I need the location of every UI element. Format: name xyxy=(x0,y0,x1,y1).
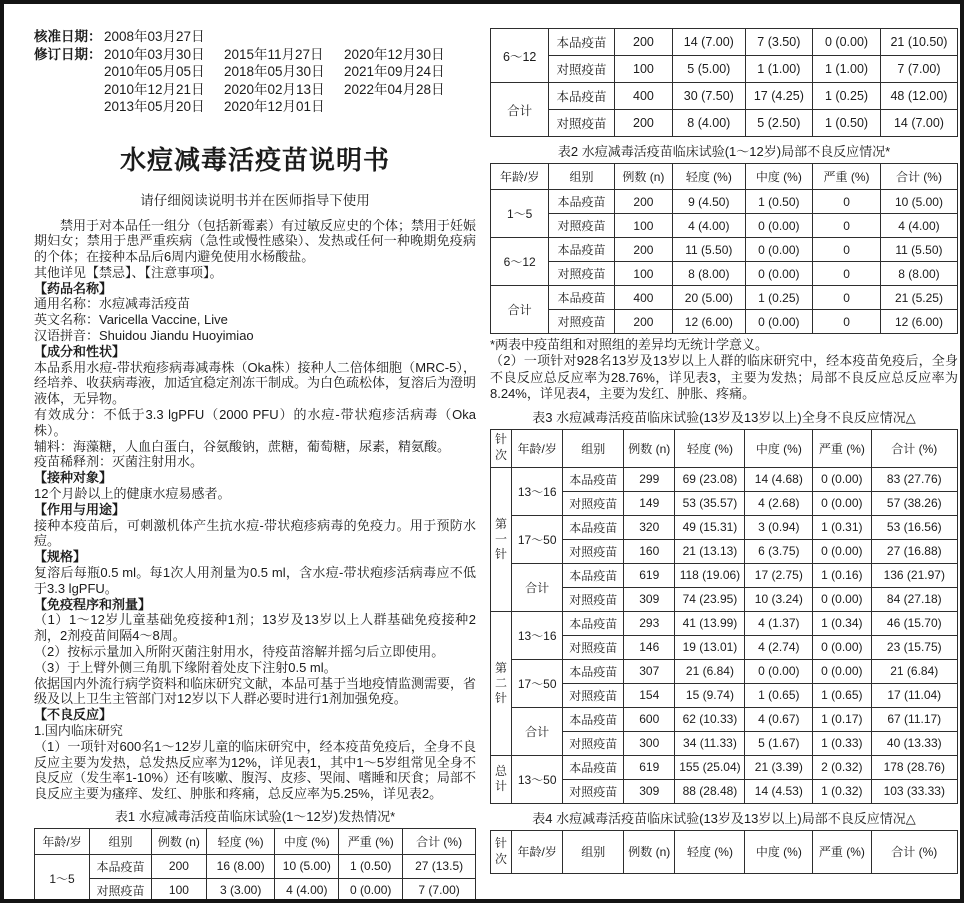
age-group-cell: 合计 xyxy=(491,286,549,334)
table-row xyxy=(491,611,958,635)
table-cell: 本品疫苗 xyxy=(549,29,614,56)
table-cell: 1 (0.32) xyxy=(813,779,871,803)
table-cell: 0 xyxy=(813,190,881,214)
table-cell: 1 (0.33) xyxy=(813,731,871,755)
revision-date-label: 修订日期： xyxy=(34,46,102,62)
column-header: 中度 (%) xyxy=(745,830,813,873)
age-group-cell: 17～50 xyxy=(512,659,563,707)
table-cell: 3 (3.00) xyxy=(206,878,274,902)
column-header: 年龄/岁 xyxy=(512,429,563,467)
table-cell: 10 (5.00) xyxy=(275,854,339,878)
table-cell: 0 (0.00) xyxy=(745,310,813,334)
table-cell: 本品疫苗 xyxy=(549,286,614,310)
table-cell: 16 (8.00) xyxy=(206,854,274,878)
revision-date: 2010年05月05日 xyxy=(104,64,205,79)
table-cell: 46 (15.70) xyxy=(871,611,957,635)
revision-date: 2021年09月24日 xyxy=(344,64,445,79)
table-cell: 对照疫苗 xyxy=(563,779,624,803)
header-row xyxy=(491,830,958,873)
column-header: 组别 xyxy=(563,830,624,873)
text-line: （2）按标示量加入所附灭菌注射用水，待疫苗溶解并摇匀后立即使用。 xyxy=(34,644,445,660)
revision-date: 2020年02月13日 xyxy=(224,81,325,97)
table-cell: 1 (0.31) xyxy=(813,515,871,539)
table2-caption: 表2 水痘减毒活疫苗临床试验(1～12岁)局部不良反应情况* xyxy=(557,144,891,159)
column-header: 轻度 (%) xyxy=(675,830,745,873)
table-cell: 21 (13.13) xyxy=(675,539,745,563)
text-line: 英文名称：Varicella Vaccine, Live xyxy=(34,312,228,328)
table-cell: 本品疫苗 xyxy=(563,611,624,635)
table-cell: 对照疫苗 xyxy=(549,110,614,137)
table-cell: 200 xyxy=(614,238,672,262)
table-cell: 本品疫苗 xyxy=(563,707,624,731)
table-cell: 12 (6.00) xyxy=(673,310,745,334)
table-row xyxy=(491,310,958,334)
text-line: （1）1～12岁儿童基础免疫接种1剂；13岁及13岁以上人群基础免疫接种2剂，2剂疫苗间隔4～8周。 xyxy=(34,612,476,644)
table-cell: 200 xyxy=(614,310,672,334)
table-cell: 0 (0.00) xyxy=(745,238,813,262)
table-cell: 对照疫苗 xyxy=(549,56,614,83)
column-header: 严重 (%) xyxy=(339,828,403,854)
table-cell: 53 (35.57) xyxy=(675,491,745,515)
table-cell: 149 xyxy=(624,491,675,515)
column-header: 年龄/岁 xyxy=(35,828,90,854)
text-line: （3）于上臂外侧三角肌下缘附着处皮下注射0.5 ml。 xyxy=(34,659,337,675)
table-cell: 21 (5.25) xyxy=(880,286,957,310)
table-cell: 160 xyxy=(624,539,675,563)
column-header: 例数 (n) xyxy=(614,164,672,190)
table-cell: 4 (4.00) xyxy=(880,214,957,238)
table-cell: 本品疫苗 xyxy=(549,190,614,214)
dose-number-cell: 第二针 xyxy=(491,611,512,755)
table-cell: 7 (7.00) xyxy=(403,878,476,902)
table-cell: 21 (10.50) xyxy=(880,29,957,56)
table-cell: 对照疫苗 xyxy=(563,491,624,515)
table-row xyxy=(491,659,958,683)
table-cell: 0 xyxy=(813,238,881,262)
table-cell: 17 (11.04) xyxy=(871,683,957,707)
table-cell: 15 (9.74) xyxy=(675,683,745,707)
table-row xyxy=(491,467,958,491)
revision-date: 2010年12月21日 xyxy=(104,81,205,97)
table-cell: 对照疫苗 xyxy=(563,731,624,755)
table-cell: 27 (13.5) xyxy=(403,854,476,878)
table-cell: 对照疫苗 xyxy=(549,214,614,238)
text-line: 复溶后每瓶0.5 ml。每1次人用剂量为0.5 ml，含水痘-带状疱疹活病毒应不低于3.3 lgPFU。 xyxy=(34,565,476,596)
table-2-local xyxy=(490,163,958,334)
table-cell: 对照疫苗 xyxy=(549,262,614,286)
table-cell: 200 xyxy=(614,29,672,56)
page-title: 水痘减毒活疫苗说明书 xyxy=(119,144,390,175)
table-cell: 4 (1.37) xyxy=(745,611,813,635)
table-cell: 对照疫苗 xyxy=(563,539,624,563)
revision-date xyxy=(344,98,466,116)
revision-date: 2010年03月30日 xyxy=(104,46,205,62)
age-group-cell: 合计 xyxy=(512,563,563,611)
column-header: 组别 xyxy=(90,828,152,854)
table-cell: 200 xyxy=(151,854,206,878)
table-cell: 本品疫苗 xyxy=(563,755,624,779)
right-column xyxy=(490,4,958,874)
revision-date: 2015年11月27日 xyxy=(224,46,324,62)
table-cell: 67 (11.17) xyxy=(871,707,957,731)
table-cell: 14 (7.00) xyxy=(880,110,957,137)
table-cell: 6 (3.75) xyxy=(745,539,813,563)
table-cell: 0 xyxy=(813,262,881,286)
approval-date-label: 核准日期： xyxy=(34,29,102,44)
table-cell: 34 (11.33) xyxy=(675,731,745,755)
table-cell: 本品疫苗 xyxy=(549,83,614,110)
table-cell: 1 (0.50) xyxy=(813,110,881,137)
column-header: 轻度 (%) xyxy=(673,164,745,190)
column-header: 组别 xyxy=(549,164,614,190)
table-cell: 155 (25.04) xyxy=(675,755,745,779)
table-cell: 0 xyxy=(813,214,881,238)
section-heading: 【免疫程序和剂量】 xyxy=(34,596,152,612)
table-cell: 154 xyxy=(624,683,675,707)
table-cell: 23 (15.75) xyxy=(871,635,957,659)
table-cell: 本品疫苗 xyxy=(563,659,624,683)
table-row xyxy=(491,755,958,779)
table-1-continued xyxy=(490,28,958,137)
table3-mount xyxy=(490,429,958,804)
dose-number-cell: 第一针 xyxy=(491,467,512,611)
table-row xyxy=(491,214,958,238)
table-cell: 12 (6.00) xyxy=(880,310,957,334)
table-cell: 0 (0.00) xyxy=(745,659,813,683)
table-cell: 293 xyxy=(624,611,675,635)
table-cell: 本品疫苗 xyxy=(549,238,614,262)
age-group-cell: 合计 xyxy=(512,707,563,755)
table-row xyxy=(35,854,476,878)
text-line: 有效成分：不低于3.3 lgPFU（2000 PFU）的水痘-带状疱疹活病毒（Oka株）。 xyxy=(34,407,476,438)
table-cell: 8 (8.00) xyxy=(880,262,957,286)
table-cell: 4 (2.74) xyxy=(745,635,813,659)
table-cell: 69 (23.08) xyxy=(675,467,745,491)
table-cell: 300 xyxy=(624,731,675,755)
text-line: 12个月龄以上的健康水痘易感者。 xyxy=(34,486,231,502)
table-cell: 0 xyxy=(813,286,881,310)
table-cell: 1 (0.25) xyxy=(745,286,813,310)
table-cell: 17 (4.25) xyxy=(745,83,813,110)
table-cell: 200 xyxy=(614,190,672,214)
approval-date-row xyxy=(34,28,476,46)
column-header: 例数 (n) xyxy=(624,830,675,873)
header-row xyxy=(35,828,476,854)
table-cell: 对照疫苗 xyxy=(563,635,624,659)
table-cell: 41 (13.99) xyxy=(675,611,745,635)
column-header: 中度 (%) xyxy=(275,828,339,854)
table-cell: 1 (0.65) xyxy=(745,683,813,707)
table-cell: 100 xyxy=(614,262,672,286)
column-header: 严重 (%) xyxy=(813,164,881,190)
table-row xyxy=(491,563,958,587)
table-cell: 74 (23.95) xyxy=(675,587,745,611)
table-cell: 0 (0.00) xyxy=(745,214,813,238)
table-cell: 1 (0.17) xyxy=(813,707,871,731)
table4-mount xyxy=(490,830,958,874)
table-cell: 4 (4.00) xyxy=(673,214,745,238)
age-group-cell: 1～5 xyxy=(35,854,90,902)
table-cell: 619 xyxy=(624,755,675,779)
table-cell: 21 (3.39) xyxy=(745,755,813,779)
text-line: 疫苗稀释剂：灭菌注射用水。 xyxy=(34,454,204,470)
table-cell: 1 (0.34) xyxy=(813,611,871,635)
table-cell: 57 (38.26) xyxy=(871,491,957,515)
section-heading: 【不良反应】 xyxy=(34,707,113,723)
table-cell: 9 (4.50) xyxy=(673,190,745,214)
table-cell: 400 xyxy=(614,286,672,310)
table-cell: 本品疫苗 xyxy=(563,563,624,587)
table-cell: 27 (16.88) xyxy=(871,539,957,563)
table-row xyxy=(491,190,958,214)
age-group-cell: 13～16 xyxy=(512,467,563,515)
table-cell: 30 (7.50) xyxy=(673,83,745,110)
text-line: 汉语拼音：Shuidou Jiandu Huoyimiao xyxy=(34,328,254,344)
paragraph: 禁用于对本品任一组分（包括新霉素）有过敏反应史的个体；禁用于妊娠期妇女；禁用于患严重疾病（急性或慢性感染）、发热或任何一种晚期免疫病的个体；在接种本品后6周内避免使用水杨酸盐。 xyxy=(34,217,477,265)
table-cell: 21 (6.84) xyxy=(871,659,957,683)
table-cell: 1 (0.50) xyxy=(339,854,403,878)
table-cell: 100 xyxy=(614,214,672,238)
table-cell: 19 (13.01) xyxy=(675,635,745,659)
column-header: 严重 (%) xyxy=(813,830,871,873)
revision-date: 2022年04月28日 xyxy=(344,81,445,97)
table-cell: 8 (4.00) xyxy=(673,110,745,137)
table-1-fever xyxy=(34,828,476,903)
table-cell: 7 (7.00) xyxy=(880,56,957,83)
table-3-systemic-13plus xyxy=(490,429,958,804)
revision-date: 2013年05月20日 xyxy=(104,99,205,114)
header-row xyxy=(491,429,958,467)
table-cell: 299 xyxy=(624,467,675,491)
text-line: 本品系用水痘-带状疱疹病毒减毒株（Oka株）接种人二倍体细胞（MRC-5），经培养、收获病毒液，加适宜稳定剂冻干制成。为白色疏松体，复溶后为澄明液体，无异物。 xyxy=(34,359,477,407)
table-cell: 1 (0.25) xyxy=(813,83,881,110)
table-cell: 49 (15.31) xyxy=(675,515,745,539)
column-header: 例数 (n) xyxy=(624,429,675,467)
table-row xyxy=(491,238,958,262)
table-cell: 1 (0.16) xyxy=(813,563,871,587)
column-header: 合计 (%) xyxy=(403,828,476,854)
column-header: 中度 (%) xyxy=(745,164,813,190)
table-cell: 2 (0.32) xyxy=(813,755,871,779)
table-cell: 103 (33.33) xyxy=(871,779,957,803)
column-header: 轻度 (%) xyxy=(675,429,745,467)
column-header: 针次 xyxy=(491,429,512,467)
age-group-cell: 6～12 xyxy=(491,29,549,83)
table-cell: 20 (5.00) xyxy=(673,286,745,310)
table-cell: 0 (0.00) xyxy=(813,659,871,683)
table-row xyxy=(491,262,958,286)
table-cell: 309 xyxy=(624,587,675,611)
table-row xyxy=(491,286,958,310)
header-row xyxy=(491,164,958,190)
age-group-cell: 17～50 xyxy=(512,515,563,563)
table-row xyxy=(491,56,958,83)
table-4-local-13plus xyxy=(490,830,958,874)
table-cell: 5 (1.67) xyxy=(745,731,813,755)
table-cell: 100 xyxy=(151,878,206,902)
section-heading: 【成分和性状】 xyxy=(34,343,126,359)
table-cell: 4 (4.00) xyxy=(275,878,339,902)
revision-date: 2018年05月30日 xyxy=(224,64,325,79)
table-cell: 21 (6.84) xyxy=(675,659,745,683)
section-heading: 【作用与用途】 xyxy=(34,501,126,517)
table-row xyxy=(491,707,958,731)
table-cell: 3 (0.94) xyxy=(745,515,813,539)
page-subtitle: 请仔细阅读说明书并在医师指导下使用 xyxy=(140,192,370,208)
left-column xyxy=(34,4,476,903)
table-row xyxy=(491,110,958,137)
table-cell: 本品疫苗 xyxy=(90,854,152,878)
table1-continued-mount xyxy=(490,28,958,137)
table-cell: 本品疫苗 xyxy=(563,467,624,491)
table-row xyxy=(35,878,476,902)
column-header: 针次 xyxy=(491,830,512,873)
column-header: 合计 (%) xyxy=(871,429,957,467)
table-cell: 48 (12.00) xyxy=(880,83,957,110)
table4-caption: 表4 水痘减毒活疫苗临床试验(13岁及13岁以上)局部不良反应情况△ xyxy=(532,810,916,826)
table-cell: 10 (5.00) xyxy=(880,190,957,214)
column-header: 年龄/岁 xyxy=(512,830,563,873)
table-cell: 136 (21.97) xyxy=(871,563,957,587)
table-cell: 40 (13.33) xyxy=(871,731,957,755)
table-cell: 88 (28.48) xyxy=(675,779,745,803)
table-cell: 对照疫苗 xyxy=(90,878,152,902)
table-cell: 1 (0.65) xyxy=(813,683,871,707)
table-cell: 178 (28.76) xyxy=(871,755,957,779)
table-row xyxy=(491,515,958,539)
table-cell: 0 (0.00) xyxy=(813,635,871,659)
table-cell: 0 (0.00) xyxy=(339,878,403,902)
revision-dates-grid xyxy=(104,46,466,116)
table3-caption: 表3 水痘减毒活疫苗临床试验(13岁及13岁以上)全身不良反应情况△ xyxy=(532,409,916,425)
text-line: 通用名称：水痘减毒活疫苗 xyxy=(34,296,191,312)
revision-date: 2020年12月30日 xyxy=(344,46,445,62)
dates-block xyxy=(34,28,476,116)
table-cell: 4 (0.67) xyxy=(745,707,813,731)
table-cell: 62 (10.33) xyxy=(675,707,745,731)
table-cell: 0 (0.00) xyxy=(813,539,871,563)
table-row xyxy=(491,83,958,110)
approval-date-value: 2008年03月27日 xyxy=(104,29,205,44)
text-line: 依据国内外流行病学资料和临床研究文献，本品可基于当地疫情监测需要，省级及以上卫生主管部门对12岁以下人群必要时进行1剂加强免疫。 xyxy=(34,675,477,707)
column-header: 组别 xyxy=(563,429,624,467)
paragraph-study-2: （2）一项针对928名13岁及13岁以上人群的临床研究中，经本疫苗免疫后，全身不良反应总反应率为28.76%，详见表3，主要为发热；局部不良反应总反应率为8.24%，详见表4，主要为发红、肿胀、疼痛。 xyxy=(490,353,958,401)
table2-mount xyxy=(490,163,958,334)
column-header: 轻度 (%) xyxy=(206,828,274,854)
text-line: 接种本疫苗后，可刺激机体产生抗水痘-带状疱疹病毒的免疫力。用于预防水痘。 xyxy=(34,517,476,549)
age-group-cell: 6～12 xyxy=(491,238,549,286)
table-cell: 本品疫苗 xyxy=(563,515,624,539)
table-cell: 5 (5.00) xyxy=(673,56,745,83)
text-line: 1.国内临床研究 xyxy=(34,723,123,738)
table-cell: 11 (5.50) xyxy=(673,238,745,262)
table-cell: 0 (0.00) xyxy=(813,29,881,56)
table-cell: 84 (27.18) xyxy=(871,587,957,611)
table-cell: 100 xyxy=(614,56,672,83)
table-cell: 17 (2.75) xyxy=(745,563,813,587)
age-group-cell: 13～50 xyxy=(512,755,563,803)
section-heading: 【接种对象】 xyxy=(34,470,113,486)
table-cell: 146 xyxy=(624,635,675,659)
text-line: 辅料：海藻糖，人血白蛋白，谷氨酸钠，蔗糖，葡萄糖，尿素，精氨酸。 xyxy=(34,438,451,454)
table-cell: 83 (27.76) xyxy=(871,467,957,491)
table-cell: 118 (19.06) xyxy=(675,563,745,587)
table-cell: 0 xyxy=(813,310,881,334)
table-cell: 400 xyxy=(614,83,672,110)
table-cell: 5 (2.50) xyxy=(745,110,813,137)
table-cell: 1 (1.00) xyxy=(813,56,881,83)
dose-number-cell: 总计 xyxy=(491,755,512,803)
revision-date-row xyxy=(34,46,476,116)
table-cell: 0 (0.00) xyxy=(745,262,813,286)
table-cell: 1 (1.00) xyxy=(745,56,813,83)
column-header: 合计 (%) xyxy=(880,164,957,190)
age-group-cell: 1～5 xyxy=(491,190,549,238)
table-cell: 8 (8.00) xyxy=(673,262,745,286)
table1-mount xyxy=(34,828,476,903)
table-cell: 619 xyxy=(624,563,675,587)
revision-date: 2020年12月01日 xyxy=(224,99,325,114)
table-cell: 0 (0.00) xyxy=(813,587,871,611)
table-cell: 1 (0.50) xyxy=(745,190,813,214)
age-group-cell: 13～16 xyxy=(512,611,563,659)
table-cell: 309 xyxy=(624,779,675,803)
table-cell: 200 xyxy=(614,110,672,137)
age-group-cell: 合计 xyxy=(491,83,549,137)
table-row xyxy=(491,29,958,56)
body-text xyxy=(34,218,476,802)
table-cell: 7 (3.50) xyxy=(745,29,813,56)
table-cell: 10 (3.24) xyxy=(745,587,813,611)
column-header: 合计 (%) xyxy=(871,830,957,873)
table1-caption: 表1 水痘减毒活疫苗临床试验(1～12岁)发热情况* xyxy=(114,808,396,824)
table-cell: 对照疫苗 xyxy=(549,310,614,334)
table-cell: 11 (5.50) xyxy=(880,238,957,262)
table-cell: 14 (7.00) xyxy=(673,29,745,56)
table-cell: 对照疫苗 xyxy=(563,587,624,611)
table-cell: 4 (2.68) xyxy=(745,491,813,515)
table-cell: 14 (4.53) xyxy=(745,779,813,803)
column-header: 中度 (%) xyxy=(745,429,813,467)
section-heading: 【规格】 xyxy=(34,549,87,565)
text-line: （1）一项针对600名1～12岁儿童的临床研究中，经本疫苗免疫后，全身不良反应主要为发热，总发热反应率为12%，详见表1，其中1～5岁组常见全身不良反应（发生率1-10%）还有咳嗽、腹泻、皮疹、哭闹、嗜睡和厌食；局部不良反应主要为瘙痒、发红、肿胀和疼痛，总反应率为5.25%，详见表2。 xyxy=(34,738,476,802)
text-line: 其他详见【禁忌】、【注意事项】。 xyxy=(34,264,223,280)
column-header: 严重 (%) xyxy=(813,429,871,467)
table-cell: 53 (16.56) xyxy=(871,515,957,539)
table-cell: 0 (0.00) xyxy=(813,491,871,515)
column-header: 例数 (n) xyxy=(151,828,206,854)
tables-footnote: *两表中疫苗组和对照组的差异均无统计学意义。 xyxy=(490,337,769,352)
table-cell: 600 xyxy=(624,707,675,731)
table-cell: 0 (0.00) xyxy=(813,467,871,491)
table-cell: 对照疫苗 xyxy=(563,683,624,707)
column-header: 年龄/岁 xyxy=(491,164,549,190)
table-cell: 320 xyxy=(624,515,675,539)
table-cell: 307 xyxy=(624,659,675,683)
table-cell: 14 (4.68) xyxy=(745,467,813,491)
section-heading: 【药品名称】 xyxy=(34,280,113,296)
